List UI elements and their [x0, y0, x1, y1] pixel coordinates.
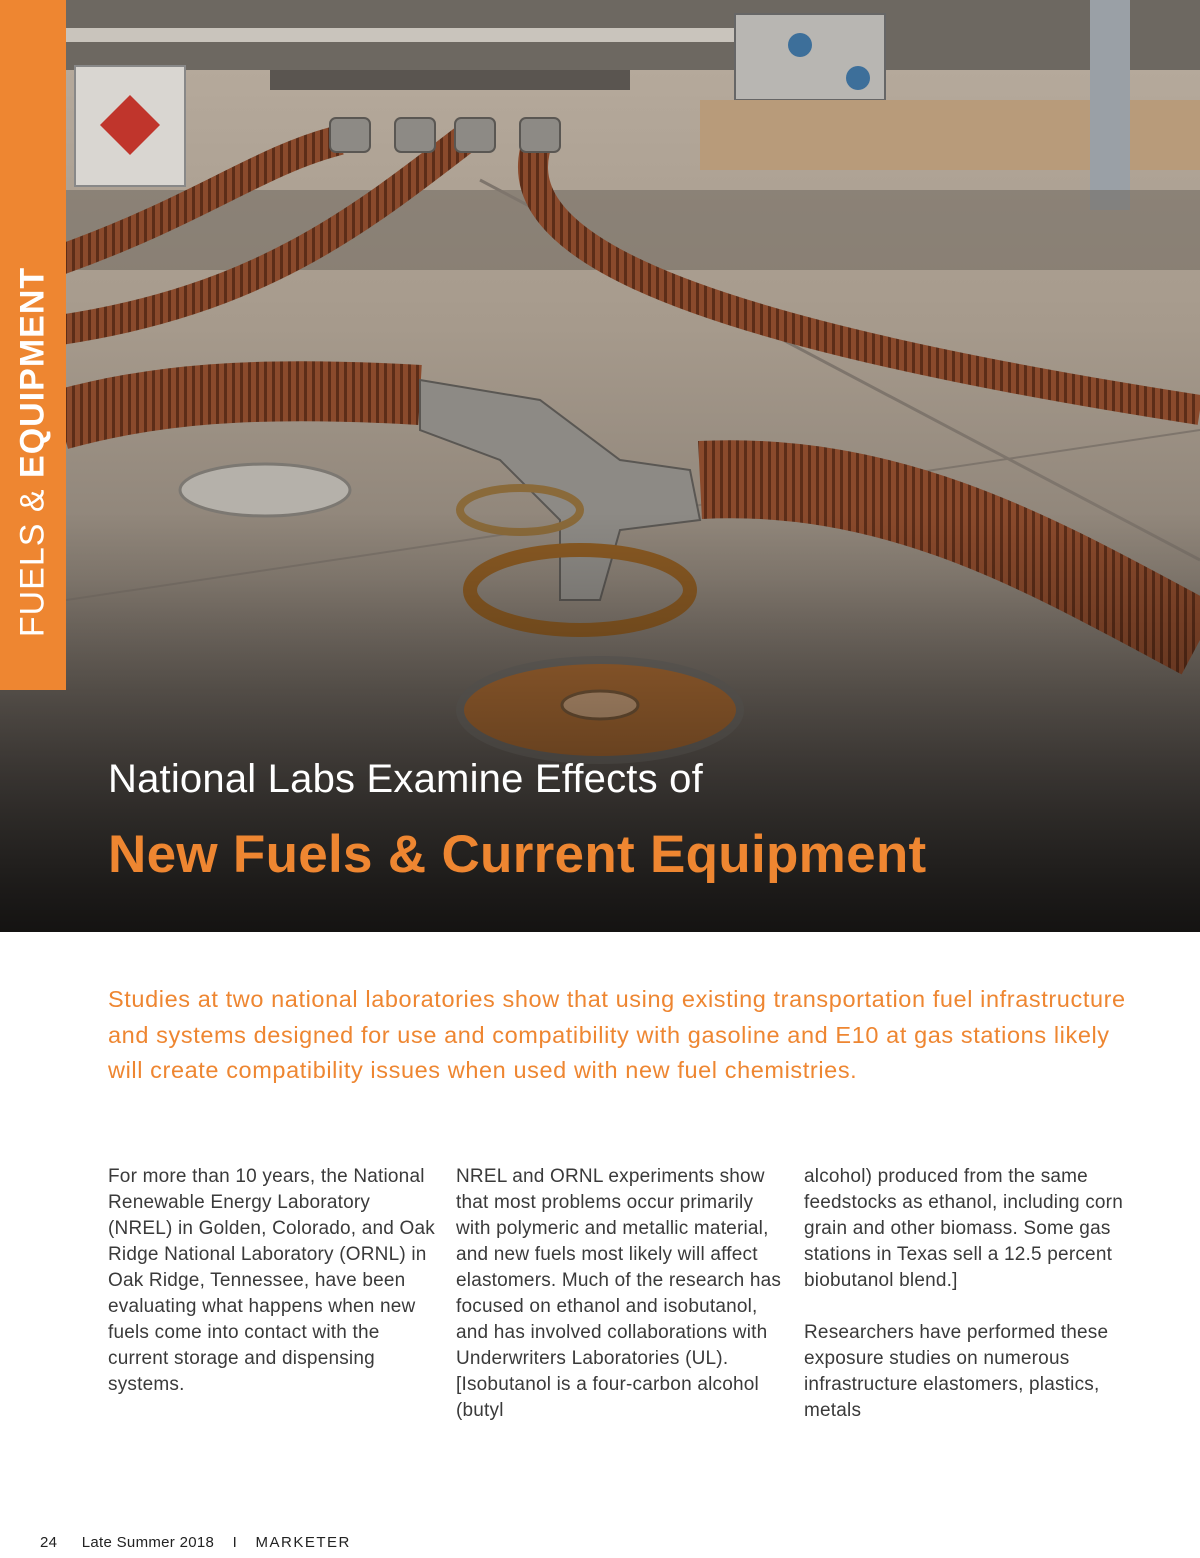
section-label-light: FUELS [13, 522, 52, 638]
body-column-3 [804, 1164, 1134, 1424]
body-paragraph: Researchers have performed these exposure studies on numerous infrastructure elastomers, plastics, metals [804, 1322, 1109, 1421]
issue-date: Late Summer 2018 [81, 1534, 215, 1551]
body-column-2 [456, 1164, 786, 1424]
magazine-name: MARKETER [255, 1534, 351, 1551]
section-label [14, 267, 53, 637]
body-paragraph: alcohol) produced from the same feedstocks as ethanol, including corn grain and other biomass. Some gas stations in Texas sell a 12.5 percent biobutanol blend.] [804, 1166, 1123, 1291]
article-dek: Studies at two national laboratories show that using existing transportation fuel infrastructure and systems designed for use and compatibility with gasoline and E10 at gas stations likely will create compatibility issues when used with new fuel chemistries. [108, 986, 1126, 1083]
footer-separator: I [232, 1534, 238, 1551]
section-label-amp: & [13, 488, 52, 513]
body-paragraph: NREL and ORNL experiments show that most problems occur primarily with polymeric and metallic material, and new fuels most likely will affect elastomers. Much of the research has focused on ethanol and isobutanol, and has involved collaborations with Underwriters Laboratories (UL). [Isobutanol is a four-carbon alcohol (butyl [456, 1166, 782, 1421]
page-number: 24 [40, 1534, 58, 1551]
body-paragraph: For more than 10 years, the National Renewable Energy Laboratory (NREL) in Golden, Colorado, and Oak Ridge National Laboratory (ORNL) in Oak Ridge, Tennessee, have been evaluating what happens when new fuels come into contact with the current storage and dispensing systems. [108, 1166, 435, 1395]
body-column-1 [108, 1164, 438, 1398]
page-footer [40, 1534, 351, 1551]
article-kicker: National Labs Examine Effects of [108, 757, 703, 801]
article-headline: New Fuels & Current Equipment [108, 825, 927, 884]
section-label-bold: EQUIPMENT [13, 266, 52, 478]
